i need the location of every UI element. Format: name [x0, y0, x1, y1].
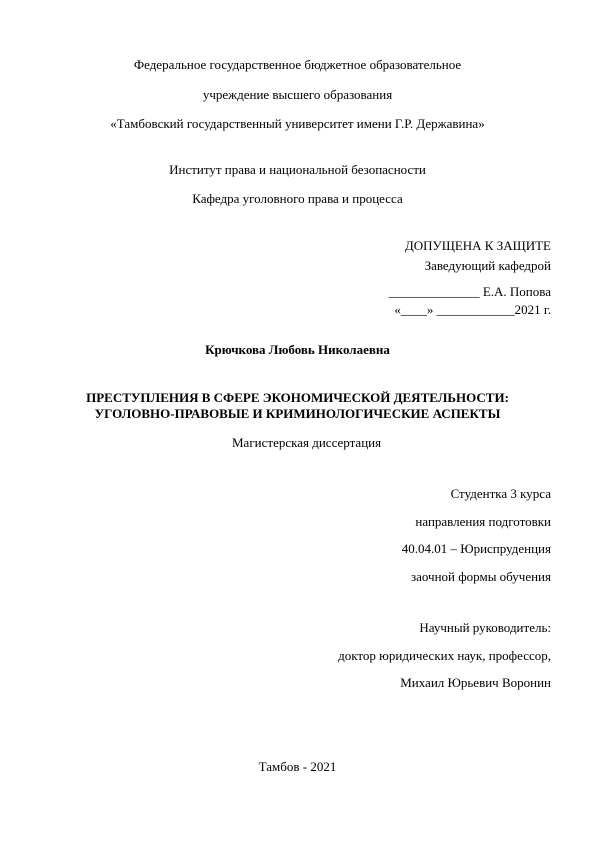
student-direction-label: направления подготовки	[415, 514, 551, 529]
thesis-type: Магистерская диссертация	[232, 435, 382, 450]
student-study-form: заочной формы обучения	[410, 569, 551, 584]
student-course: Студентка 3 курса	[450, 486, 551, 501]
thesis-title-line-1: ПРЕСТУПЛЕНИЯ В СФЕРЕ ЭКОНОМИЧЕСКОЙ ДЕЯТЕЛЬНОСТИ:	[86, 390, 509, 405]
supervisor-label: Научный руководитель:	[419, 620, 551, 635]
author-name: Крючкова Любовь Николаевна	[205, 342, 390, 357]
student-direction-code: 40.04.01 – Юриспруденция	[401, 541, 551, 556]
head-of-department: Заведующий кафедрой	[424, 258, 551, 273]
thesis-title-line-2: УГОЛОВНО-ПРАВОВЫЕ И КРИМИНОЛОГИЧЕСКИЕ АСПЕКТЫ	[94, 406, 501, 421]
university-name: «Тамбовский государственный университет имени Г.Р. Державина»	[110, 116, 485, 131]
department-name: Кафедра уголовного права и процесса	[192, 191, 403, 206]
institute-name: Институт права и национальной безопасности	[169, 162, 426, 177]
approval-date-line: «____» ____________2021 г.	[394, 302, 551, 317]
signature-line: ______________ Е.А. Попова	[388, 284, 551, 299]
organization-line-2: учреждение высшего образования	[202, 87, 393, 102]
admitted-to-defense: ДОПУЩЕНА К ЗАЩИТЕ	[404, 238, 551, 253]
supervisor-degree: доктор юридических наук, профессор,	[338, 648, 551, 663]
city-year: Тамбов - 2021	[258, 759, 337, 774]
supervisor-name: Михаил Юрьевич Воронин	[400, 675, 551, 690]
organization-line-1: Федеральное государственное бюджетное образовательное	[133, 57, 462, 72]
